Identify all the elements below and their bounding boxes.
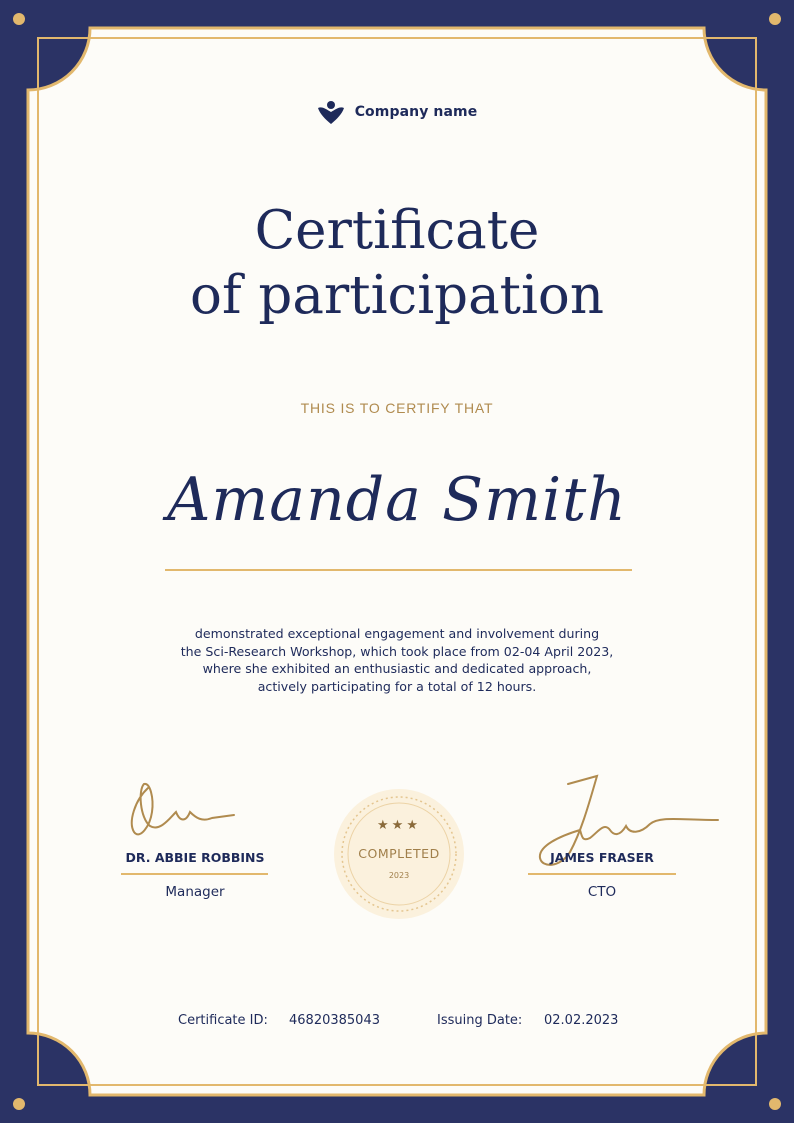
company-name: Company name — [354, 104, 478, 120]
seal-stars-icon: ★★★ — [377, 818, 421, 833]
seal-label: COMPLETED — [358, 846, 440, 861]
description-line: demonstrated exceptional engagement and involvement during — [194, 626, 600, 641]
description-line: actively participating for a total of 12 hours. — [257, 678, 537, 694]
issuing-date-value: 02.02.2023 — [544, 1013, 619, 1028]
signatory-name-left: DR. ABBIE ROBBINS — [125, 850, 265, 865]
certificate-title-line2: of participation — [190, 265, 604, 326]
recipient-name: Amanda Smith — [167, 465, 627, 535]
seal-year: 2023 — [388, 871, 410, 880]
signatory-role-left: Manager — [165, 884, 225, 900]
certify-label: THIS IS TO CERTIFY THAT — [300, 400, 494, 416]
description-line: the Sci-Research Workshop, which took place from 02-04 April 2023, — [180, 643, 614, 659]
certificate-id-value: 46820385043 — [289, 1013, 380, 1028]
signatory-name-right: JAMES FRASER — [550, 850, 654, 865]
signatory-role-right: CTO — [587, 884, 617, 900]
description-line: where she exhibited an enthusiastic and dedicated approach, — [202, 661, 592, 676]
heart-person-logo-icon — [317, 100, 345, 124]
certificate-description — [0, 625, 794, 695]
certificate-id-label: Certificate ID: — [178, 1013, 268, 1028]
certificate-title-line1: Certificate — [254, 200, 540, 261]
company-brand — [0, 100, 794, 124]
issuing-date-label: Issuing Date: — [437, 1013, 523, 1028]
